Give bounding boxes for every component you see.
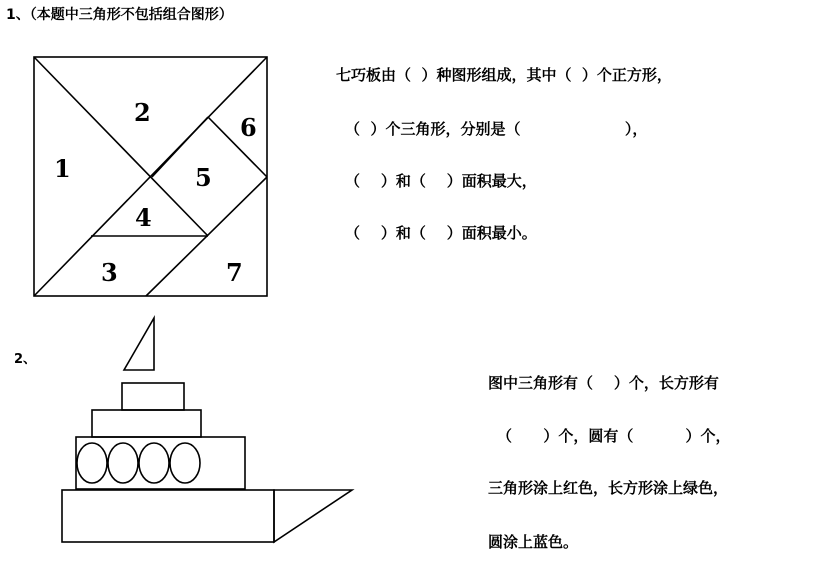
- piece-number-5: 5: [195, 163, 212, 192]
- boat-porthole-circle-4: [170, 443, 200, 483]
- question-1-line-1: 七巧板由（ ）种图形组成，其中（ ）个正方形，: [336, 66, 672, 84]
- boat-cabin-top-rectangle: [122, 383, 184, 410]
- tangram-diagonal-line: [34, 57, 208, 236]
- question-2-line-4: 圆涂上蓝色。: [488, 533, 579, 551]
- boat-cabin-middle-rectangle: [92, 410, 201, 437]
- question-2-line-2: （ ）个，圆有（ ）个，: [497, 427, 731, 445]
- boat-figure: [62, 318, 352, 542]
- question-1-line-2: （ ）个三角形，分别是（ ），: [345, 120, 648, 138]
- piece-number-2: 2: [134, 98, 151, 127]
- piece-number-3: 3: [101, 258, 118, 287]
- boat-bow-triangle: [274, 490, 352, 542]
- question-2-line-3: 三角形涂上红色，长方形涂上绿色，: [488, 479, 729, 497]
- boat-porthole-circle-3: [139, 443, 169, 483]
- piece-number-6: 6: [240, 113, 257, 142]
- question-1-label: 1、（本题中三角形不包括组合图形）: [6, 7, 233, 23]
- piece-number-4: 4: [135, 203, 152, 232]
- piece-number-7: 7: [226, 258, 243, 287]
- question-2-line-1: 图中三角形有（ ）个，长方形有: [488, 374, 719, 392]
- piece-number-1: 1: [54, 154, 71, 183]
- boat-hull-rectangle: [62, 490, 274, 542]
- boat-porthole-circle-2: [108, 443, 138, 483]
- boat-sail-triangle: [124, 318, 154, 370]
- boat-porthole-circle-1: [77, 443, 107, 483]
- question-1-line-3: （ ）和（ ）面积最大，: [345, 172, 537, 190]
- question-1-line-4: （ ）和（ ）面积最小。: [345, 224, 537, 242]
- tangram-inner-line-6: [208, 117, 267, 177]
- question-2-label: 2、: [14, 352, 37, 367]
